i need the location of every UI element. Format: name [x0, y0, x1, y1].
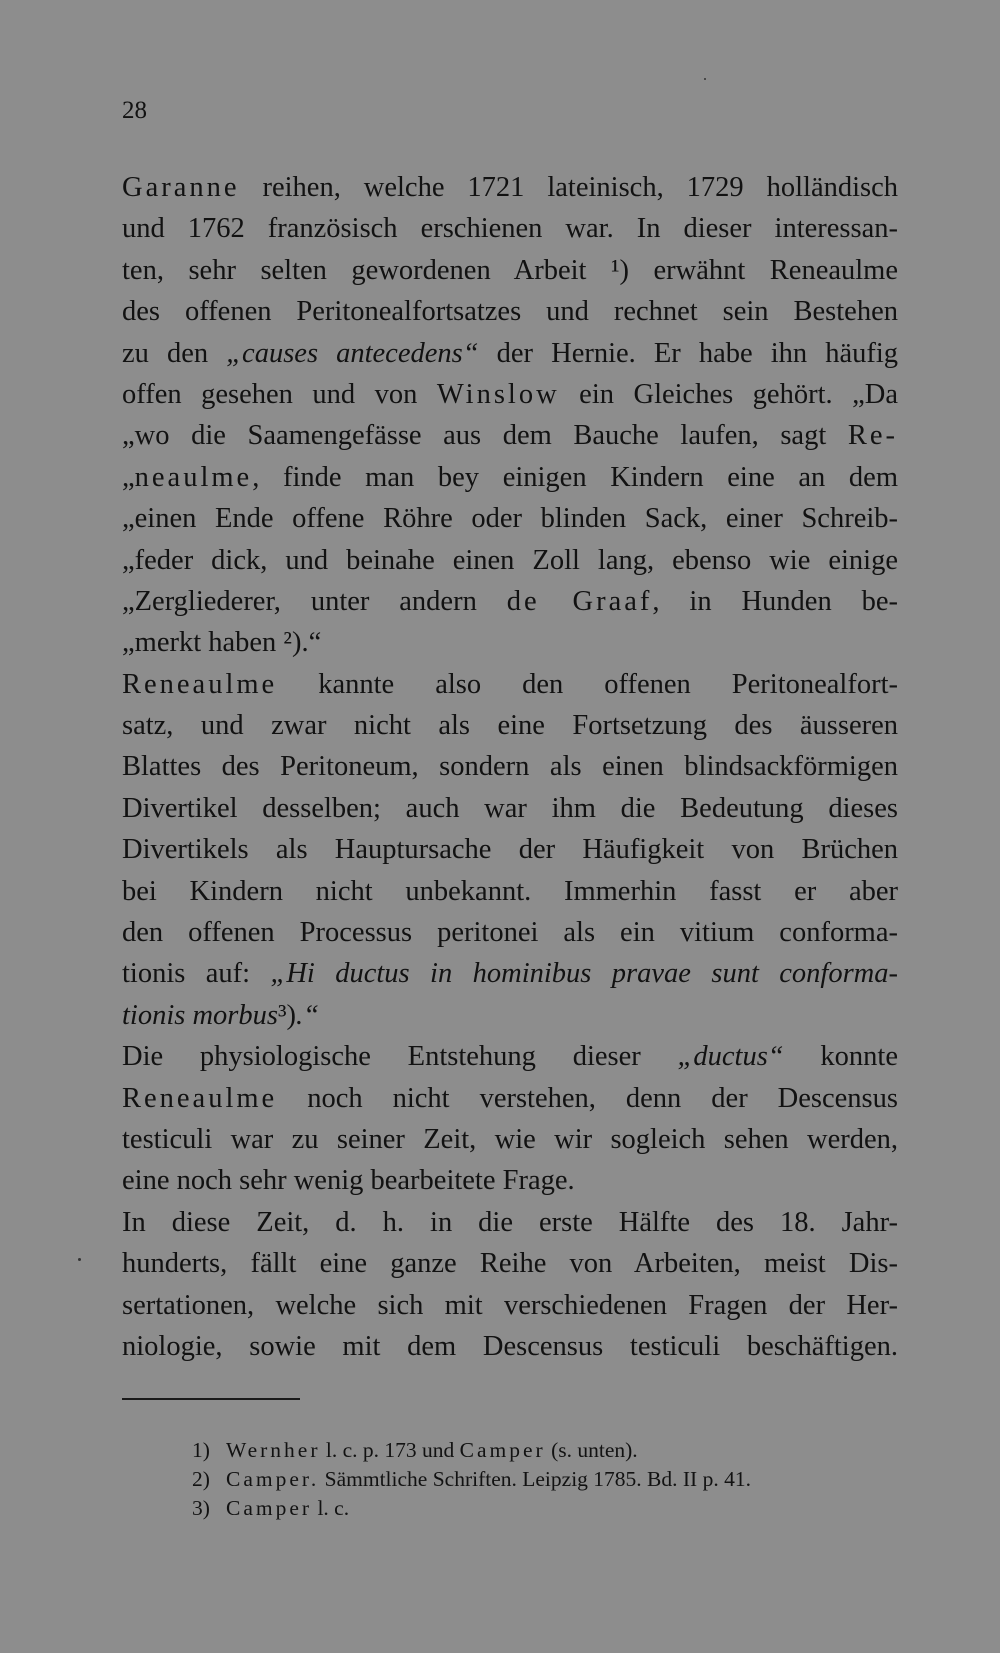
text-segment: , finde man bey einigen Kindern eine an dem	[252, 461, 898, 493]
text-segment: „	[122, 461, 135, 493]
text-segment: testiculi war zu seiner Zeit, wie wir sogleich sehen werden,	[122, 1123, 898, 1155]
footnote-divider	[122, 1398, 300, 1400]
text-segment: Re-	[847, 420, 898, 452]
text-line	[122, 788, 898, 829]
text-line	[122, 829, 898, 870]
text-segment: , in Hunden be-	[652, 585, 898, 617]
text-line	[122, 705, 898, 746]
text-line	[122, 250, 898, 291]
text-segment: Garanne	[122, 172, 240, 203]
text-segment: Reneaulme	[122, 1082, 278, 1114]
text-segment: ten, sehr selten gewordenen Arbeit ¹) erwähnt Reneaulme	[122, 254, 898, 286]
text-line	[122, 1243, 898, 1284]
text-segment: offen gesehen und von	[122, 378, 437, 410]
text-line	[122, 995, 898, 1036]
text-segment: Divertikel desselben; auch war ihm die Bedeutung dieses	[122, 792, 898, 824]
text-segment: sertationen, welche sich mit verschiedenen Fragen der Her-	[122, 1289, 898, 1321]
footnote	[192, 1494, 912, 1523]
text-line	[122, 457, 898, 498]
footnote	[192, 1436, 912, 1465]
text-line	[122, 953, 898, 994]
text-segment: konnte	[783, 1041, 898, 1073]
body-text	[122, 167, 898, 1367]
text-segment: Winslow	[436, 378, 560, 410]
text-segment: den offenen Processus peritonei als ein vitium conforma-	[122, 917, 898, 949]
text-segment: tionis auf:	[122, 958, 271, 990]
page-number: 28	[122, 97, 147, 124]
footnote-text: l. c.	[312, 1496, 350, 1520]
text-segment: „Zergliederer, unter andern	[122, 585, 507, 617]
footnote-text: Wernher	[226, 1438, 321, 1462]
text-segment: kannte also den offenen Peritonealfort-	[277, 668, 898, 700]
text-line	[122, 1285, 898, 1326]
footnote-text: (s. unten).	[545, 1438, 638, 1462]
text-segment: „ductus“	[677, 1041, 784, 1073]
text-line	[122, 1119, 898, 1160]
scan-speck	[78, 1258, 81, 1261]
text-segment: „causes antecedens“	[226, 337, 479, 369]
text-line	[122, 1036, 898, 1077]
text-segment: „Hi ductus in hominibus pravae sunt conforma-	[270, 958, 898, 990]
text-line	[122, 540, 898, 581]
text-line	[122, 291, 898, 332]
text-segment: ³)	[278, 999, 297, 1031]
text-segment: neaulme	[134, 461, 253, 493]
text-line	[122, 167, 898, 208]
footnotes	[192, 1436, 912, 1523]
text-segment: Die physiologische Entstehung dieser	[122, 1041, 678, 1073]
footnote-number: 3)	[192, 1496, 210, 1520]
footnote-text: Camper	[459, 1438, 546, 1462]
text-segment: Reneaulme	[122, 668, 278, 700]
text-segment: „merkt haben ²).“	[122, 627, 322, 659]
text-line	[122, 1160, 898, 1201]
text-line	[122, 1078, 898, 1119]
text-segment: In diese Zeit, d. h. in die erste Hälfte des 18. Jahr-	[122, 1206, 898, 1238]
text-segment: eine noch sehr wenig bearbeitete Frage.	[122, 1165, 575, 1197]
text-segment: „einen Ende offene Röhre oder blinden Sack, einer Schreib-	[122, 503, 898, 535]
footnote-number: 2)	[192, 1467, 210, 1491]
text-segment: bei Kindern nicht unbekannt. Immerhin fasst er aber	[122, 875, 898, 907]
footnote-text: Sämmtliche Schriften. Leipzig 1785. Bd. II p. 41.	[319, 1467, 751, 1491]
text-line	[122, 208, 898, 249]
footnote	[192, 1465, 912, 1494]
text-line	[122, 581, 898, 622]
text-segment: satz, und zwar nicht als eine Fortsetzung des äusseren	[122, 710, 898, 742]
text-line	[122, 374, 898, 415]
footnote-text: Camper.	[226, 1467, 320, 1491]
text-line	[122, 333, 898, 374]
text-segment: des offenen Peritonealfortsatzes und rechnet sein Bestehen	[122, 296, 898, 328]
text-line	[122, 1326, 898, 1367]
scan-speck	[704, 78, 706, 80]
text-segment: zu den	[122, 337, 227, 369]
footnote-text: l. c. p. 173 und	[320, 1438, 460, 1462]
text-segment: noch nicht verstehen, denn der Descensus	[277, 1082, 898, 1114]
text-segment: Blattes des Peritoneum, sondern als einen blindsackförmigen	[122, 751, 898, 783]
text-segment: „feder dick, und beinahe einen Zoll lang, ebenso wie einige	[122, 544, 898, 576]
text-segment: de Graaf	[506, 585, 653, 617]
text-segment: hunderts, fällt eine ganze Reihe von Arbeiten, meist Dis-	[122, 1248, 898, 1280]
footnote-number: 1)	[192, 1438, 210, 1462]
text-segment: ein Gleiches gehört. „Da	[559, 378, 898, 410]
text-line	[122, 912, 898, 953]
text-segment: reihen, welche 1721 lateinisch, 1729 holländisch	[239, 172, 898, 203]
text-segment: tionis morbus	[122, 999, 278, 1031]
text-segment: und 1762 französisch erschienen war. In dieser interessan-	[122, 213, 898, 245]
text-segment: Divertikels als Hauptursache der Häufigkeit von Brüchen	[122, 834, 898, 866]
text-segment: niologie, sowie mit dem Descensus testiculi beschäftigen.	[122, 1330, 898, 1362]
text-line	[122, 415, 898, 456]
text-segment: der Hernie. Er habe ihn häufig	[478, 337, 898, 369]
text-line	[122, 622, 898, 663]
text-line	[122, 871, 898, 912]
footnote-text: Camper	[226, 1496, 313, 1520]
text-line	[122, 664, 898, 705]
text-line	[122, 746, 898, 787]
text-line	[122, 1202, 898, 1243]
text-segment: „wo die Saamengefässe aus dem Bauche laufen, sagt	[122, 420, 848, 452]
text-line	[122, 498, 898, 539]
text-segment: .“	[296, 999, 320, 1031]
